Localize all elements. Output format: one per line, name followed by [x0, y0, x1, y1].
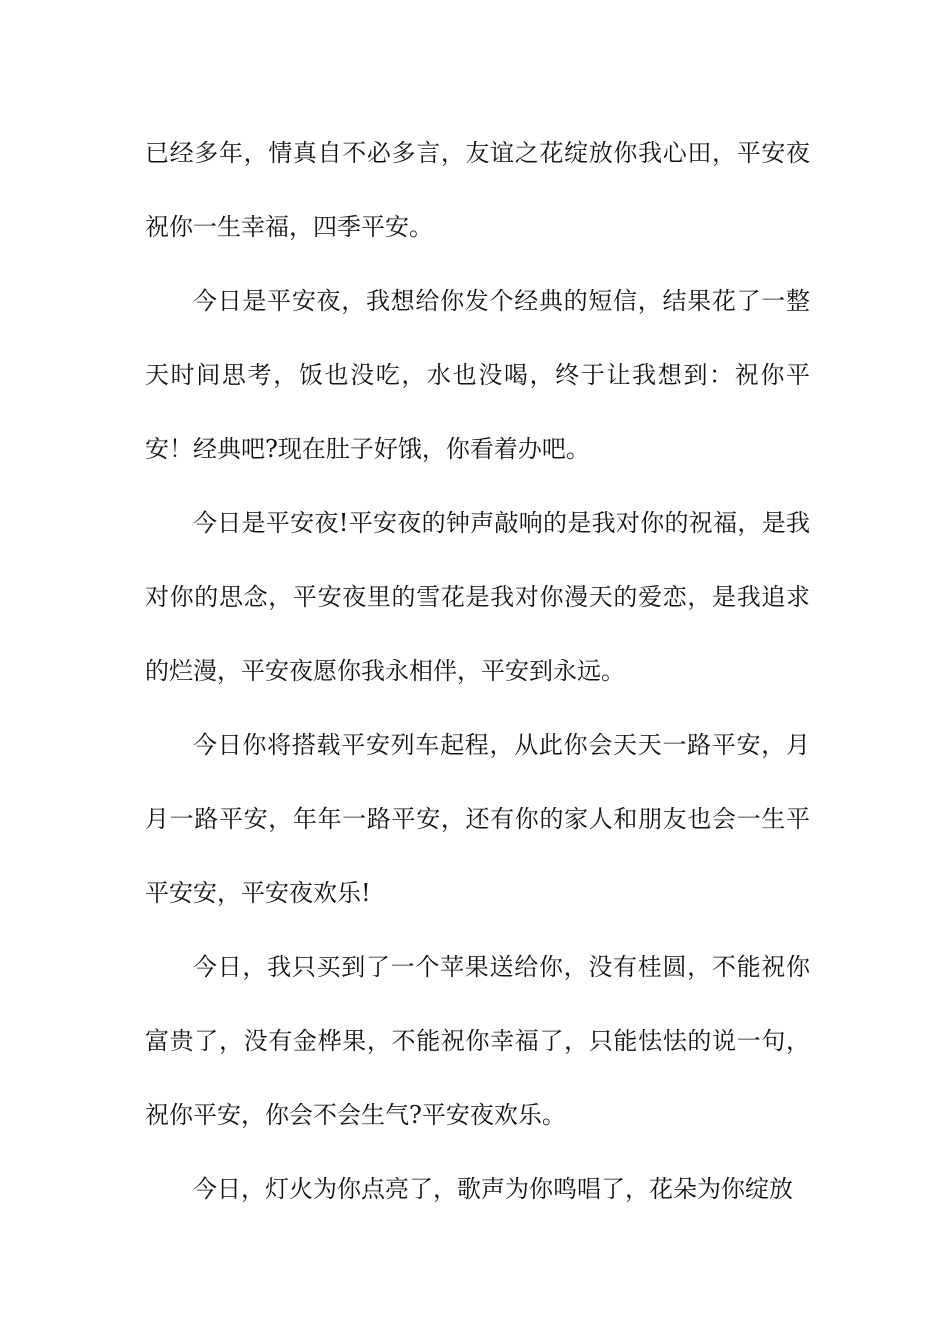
paragraph-4: 今日你将搭载平安列车起程，从此你会天天一路平安，月月一路平安，年年一路平安，还有你的家人和朋友也会一生平平安安，平安夜欢乐! — [145, 731, 810, 907]
paragraph-5: 今日，我只买到了一个苹果送给你，没有桂圆，不能祝你富贵了，没有金桦果，不能祝你幸福了，只能怯怯的说一句，祝你平安，你会不会生气?平安夜欢乐。 — [145, 953, 810, 1129]
document-body — [145, 116, 810, 1226]
paragraph-1: 已经多年，情真自不必多言，友谊之花绽放你我心田，平安夜祝你一生幸福，四季平安。 — [145, 139, 810, 241]
paragraph-3: 今日是平安夜!平安夜的钟声敲响的是我对你的祝福，是我对你的思念，平安夜里的雪花是我对你漫天的爱恋，是我追求的烂漫，平安夜愿你我永相伴，平安到永远。 — [145, 509, 810, 685]
paragraph-6: 今日，灯火为你点亮了，歌声为你鸣唱了，花朵为你绽放 — [193, 1175, 793, 1203]
paragraph-2: 今日是平安夜，我想给你发个经典的短信，结果花了一整天时间思考，饭也没吃，水也没喝，终于让我想到：祝你平安！经典吧?现在肚子好饿，你看着办吧。 — [145, 287, 810, 463]
